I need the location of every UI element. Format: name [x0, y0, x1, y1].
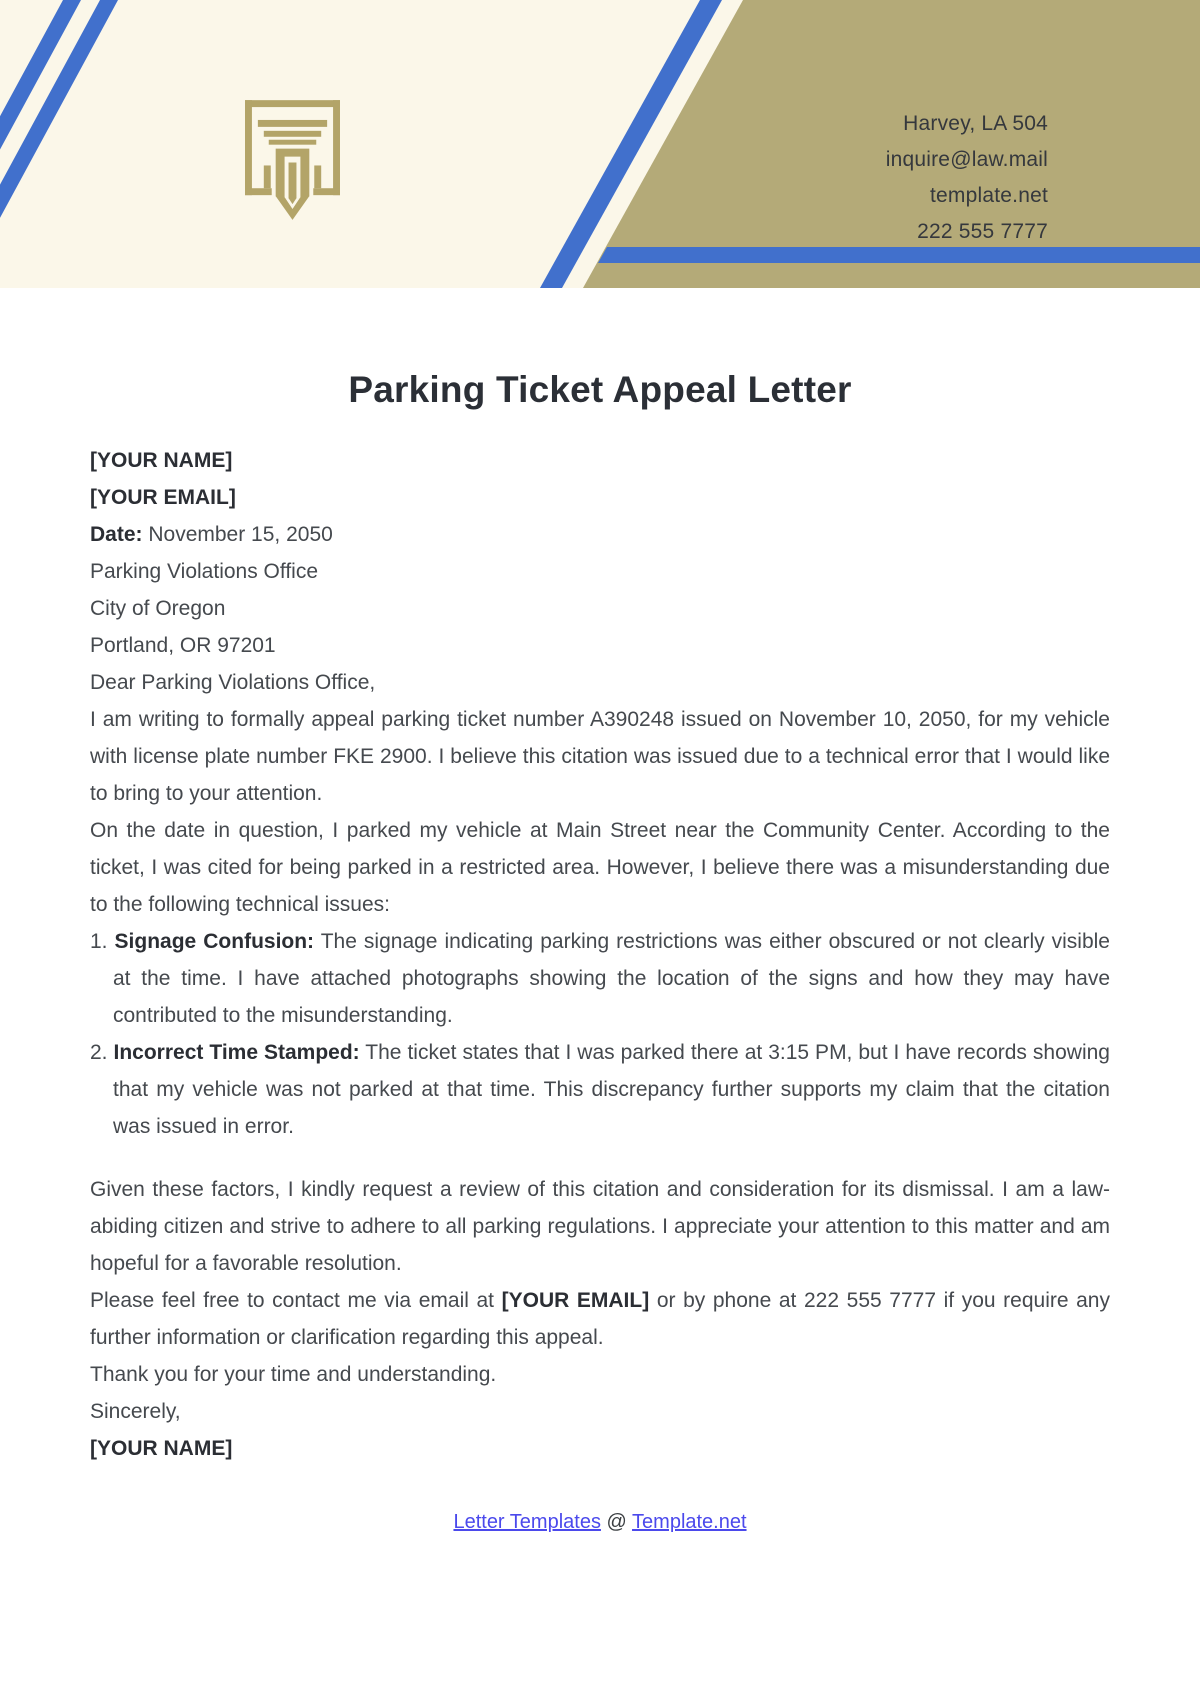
paragraph-request-dismissal: Given these factors, I kindly request a review of this citation and consideration for its dismissal. I am a law-abiding citizen and strive to adhere to all parking regulations. I appreciate your attention to this matter and am hopeful for a favorable resolution.: [90, 1178, 1110, 1275]
list-text-1: The signage indicating parking restrictions was either obscured or not clearly visible at the time. I have attached photographs showing the location of the signs and how they may have contributed to the misunderstanding.: [113, 930, 1110, 1027]
thanks-line: Thank you for your time and understanding.: [90, 1363, 497, 1386]
contact-paragraph-post: or by phone at 222 555 7777 if you require any further information or clarification regarding this appeal.: [90, 1289, 1110, 1349]
list-item-incorrect-time: [90, 1034, 1110, 1145]
template-net-link[interactable]: Template.net: [632, 1511, 747, 1533]
signature-name-placeholder: [YOUR NAME]: [90, 1437, 233, 1460]
contact-paragraph-email-placeholder: [YOUR EMAIL]: [501, 1289, 650, 1312]
contact-email: inquire@law.mail: [885, 148, 1048, 171]
recipient-zip: Portland, OR 97201: [90, 634, 276, 657]
letter-templates-link[interactable]: Letter Templates: [453, 1511, 601, 1533]
list-label-1: Signage Confusion:: [114, 930, 315, 953]
paragraph-contact-info: [90, 1282, 1110, 1356]
list-number-2: 2.: [90, 1041, 108, 1064]
salutation: Dear Parking Violations Office,: [90, 671, 376, 694]
list-number-1: 1.: [90, 930, 108, 953]
date-line: [90, 516, 1110, 553]
date-value: November 15, 2050: [142, 523, 333, 546]
contact-address: Harvey, LA 504: [903, 112, 1048, 135]
contact-phone: 222 555 7777: [917, 220, 1048, 243]
signoff-line: Sincerely,: [90, 1400, 181, 1423]
company-logo: [245, 100, 340, 225]
recipient-city: City of Oregon: [90, 597, 226, 620]
recipient-office: Parking Violations Office: [90, 560, 319, 583]
paragraph-incident-details: On the date in question, I parked my vehicle at Main Street near the Community Center. According to the ticket, I was cited for being parked in a restricted area. However, I believe there was a misunderstanding due to the following technical issues:: [90, 819, 1110, 916]
letterhead: [0, 0, 1200, 288]
attribution-separator: @: [606, 1511, 627, 1533]
letterhead-contact-block: [886, 106, 1048, 250]
template-attribution: [90, 1507, 1110, 1537]
list-label-2: Incorrect Time Stamped:: [113, 1041, 360, 1064]
list-text-2: The ticket states that I was parked there at 3:15 PM, but I have records showing that my vehicle was not parked at that time. This discrepancy further supports my claim that the citation was issued in error.: [113, 1041, 1110, 1138]
page-title: Parking Ticket Appeal Letter: [348, 369, 852, 410]
contact-paragraph-pre: Please feel free to contact me via email at: [90, 1289, 502, 1312]
contact-website: template.net: [930, 184, 1048, 207]
letter-body: [0, 368, 1200, 1537]
pillar-logo-icon: [245, 100, 340, 225]
technical-issues-list: [90, 923, 1110, 1145]
paragraph-appeal-intro: I am writing to formally appeal parking ticket number A390248 issued on November 10, 2050, for my vehicle with license plate number FKE 2900. I believe this citation was issued due to a technical error that I would like to bring to your attention.: [90, 708, 1110, 805]
sender-email-placeholder: [YOUR EMAIL]: [90, 486, 236, 509]
list-item-signage-confusion: [90, 923, 1110, 1034]
date-label: Date:: [90, 523, 143, 546]
sender-name-placeholder: [YOUR NAME]: [90, 449, 233, 472]
